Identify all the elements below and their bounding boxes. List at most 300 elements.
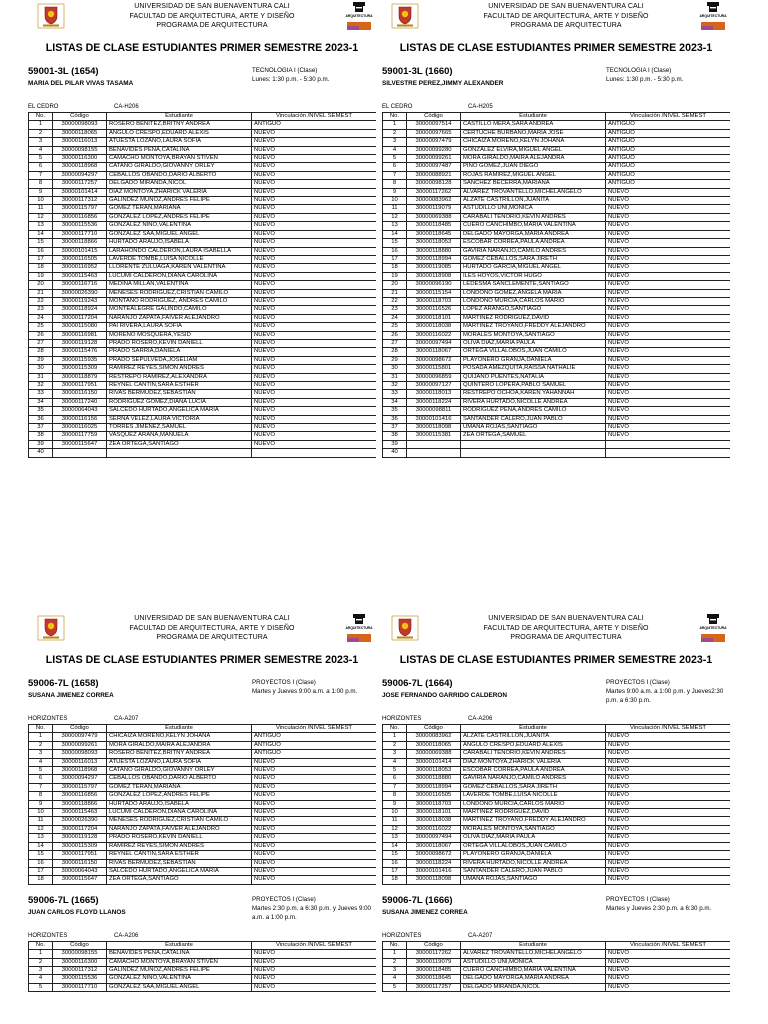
row-number: 23 xyxy=(383,306,407,314)
classroom: CA-A207 xyxy=(468,932,493,939)
row-number: 16 xyxy=(383,859,407,867)
student-code: 30000119085 xyxy=(407,264,461,272)
architecture-logo-icon xyxy=(344,612,374,644)
enrollment-status: NUEVO xyxy=(252,163,377,171)
row-number: 33 xyxy=(383,390,407,398)
row-number: 30 xyxy=(383,365,407,373)
student-code: 30000099261 xyxy=(407,155,461,163)
student-name: DELGADO MAYORGA,MARIA ANDREA xyxy=(461,230,606,238)
enrollment-status: NUEVO xyxy=(252,323,377,331)
row-number: 4 xyxy=(29,146,53,154)
student-name: GOMEZ CEBALLOS,SARA JIRETH xyxy=(461,783,606,791)
table-row xyxy=(29,733,377,741)
table-row xyxy=(29,255,377,263)
student-name: RIVAS BERMUDEZ,SEBASTIAN xyxy=(107,859,252,867)
enrollment-status: NUEVO xyxy=(252,373,377,381)
course-schedule: Martes y Jueves 2:30 p.m. a 6:30 p.m. xyxy=(606,904,712,912)
student-name: LUCUMI CALDERON,DIANA CAROLINA xyxy=(107,809,252,817)
enrollment-status: NUEVO xyxy=(606,390,731,398)
row-number: 21 xyxy=(29,289,53,297)
table-row xyxy=(29,792,377,800)
column-header: Código xyxy=(407,941,461,949)
table-row xyxy=(29,859,377,867)
row-number: 31 xyxy=(383,373,407,381)
table-row xyxy=(383,842,731,850)
enrollment-status: NUEVO xyxy=(252,348,377,356)
student-code: 30000116300 xyxy=(53,958,107,966)
table-row xyxy=(29,958,377,966)
student-name: GONZALEZ ELVIRA,MIGUEL ANGEL xyxy=(461,146,606,154)
group-info xyxy=(28,66,376,104)
student-name: DELGADO MIRANDA,NICOL xyxy=(107,180,252,188)
student-code: 30000118067 xyxy=(407,842,461,850)
university-line: UNIVERSIDAD DE SAN BUENAVENTURA CALI xyxy=(134,3,290,10)
student-name: SANTANDER CALERO,JUAN PABLO xyxy=(461,415,606,423)
enrollment-status: NUEVO xyxy=(606,424,731,432)
student-code: 30000119243 xyxy=(53,297,107,305)
row-number: 2 xyxy=(383,741,407,749)
table-row xyxy=(29,950,377,958)
enrollment-status: NUEVO xyxy=(606,758,731,766)
row-number: 10 xyxy=(29,197,53,205)
table-row xyxy=(383,281,731,289)
table-row xyxy=(383,983,731,991)
row-number: 3 xyxy=(29,966,53,974)
student-code: 30000097127 xyxy=(407,382,461,390)
table-row xyxy=(29,239,377,247)
location-row xyxy=(382,104,730,112)
row-number: 5 xyxy=(383,983,407,991)
student-name: DIAZ MONTOYA,ZHARICK VALERIA xyxy=(461,758,606,766)
row-number: 17 xyxy=(29,867,53,875)
campus-site: EL CEDRO xyxy=(382,104,413,110)
row-number: 3 xyxy=(383,138,407,146)
student-name: SALCEDO HURTADO,ANGELICA MARIA xyxy=(107,407,252,415)
student-code: 30000026390 xyxy=(53,289,107,297)
row-number: 5 xyxy=(383,155,407,163)
row-number: 7 xyxy=(383,171,407,179)
student-code: 30000116013 xyxy=(53,138,107,146)
course-info xyxy=(252,66,376,84)
enrollment-status: NUEVO xyxy=(606,825,731,833)
row-number: 13 xyxy=(383,222,407,230)
enrollment-status: NUEVO xyxy=(252,171,377,179)
architecture-logo-text: ARQUITECTURA xyxy=(345,14,373,18)
student-code: 30000118067 xyxy=(407,348,461,356)
enrollment-status: NUEVO xyxy=(606,432,731,440)
student-name: BENAVIDES PEÑA,CATALINA xyxy=(107,950,252,958)
enrollment-status: NUEVO xyxy=(252,382,377,390)
location-row xyxy=(382,716,730,724)
student-name: CHICAIZA MORENO,KELYN JOHANA xyxy=(461,138,606,146)
student-code: 30000094297 xyxy=(53,775,107,783)
group-code: 59006-7L (1666) xyxy=(382,894,453,906)
row-number: 21 xyxy=(383,289,407,297)
student-name: MENESES RODRIGUEZ,CRISTIAN CAMILO xyxy=(107,289,252,297)
row-number: 39 xyxy=(383,440,407,448)
table-row xyxy=(29,373,377,381)
table-row xyxy=(29,424,377,432)
student-name: REYNEL CANTIN,SARA ESTHER xyxy=(107,851,252,859)
student-code: 30000116300 xyxy=(53,155,107,163)
student-name: VASQUEZ ARANA,MANUELA xyxy=(107,432,252,440)
student-code: 30000118645 xyxy=(407,230,461,238)
enrollment-status: NUEVO xyxy=(252,792,377,800)
enrollment-status: NUEVO xyxy=(252,783,377,791)
student-name: OLIVA DIAZ,MARIA PAULA xyxy=(461,834,606,842)
table-row xyxy=(29,129,377,137)
student-name: MORALES MONTOYA,SANTIAGO xyxy=(461,331,606,339)
enrollment-status xyxy=(606,440,731,448)
student-name: OLIVA DIAZ,MARIA PAULA xyxy=(461,339,606,347)
university-line: FACULTAD DE ARQUITECTURA, ARTE Y DISEÑO xyxy=(129,624,295,632)
student-code: 30000118224 xyxy=(407,398,461,406)
table-row xyxy=(383,314,731,322)
group-info xyxy=(28,678,376,716)
table-header-row xyxy=(29,941,377,949)
enrollment-status: NUEVO xyxy=(252,432,377,440)
student-name: PINO GOMEZ,JUAN DIEGO xyxy=(461,163,606,171)
table-row xyxy=(383,867,731,875)
table-row xyxy=(29,222,377,230)
table-row xyxy=(29,440,377,448)
student-code: 30000098128 xyxy=(407,180,461,188)
row-number: 25 xyxy=(29,323,53,331)
student-code: 30000115080 xyxy=(53,323,107,331)
row-number: 2 xyxy=(29,958,53,966)
student-name: GALINDEZ MUÑOZ,ANDRES FELIPE xyxy=(107,197,252,205)
student-code: 30000118880 xyxy=(407,247,461,255)
row-number: 20 xyxy=(29,281,53,289)
university-header xyxy=(28,612,376,652)
student-name: NARANJO ZAPATA,FAIVER ALEJANDRO xyxy=(107,314,252,322)
column-header: No. xyxy=(383,725,407,733)
table-row xyxy=(383,339,731,347)
row-number: 38 xyxy=(29,432,53,440)
enrollment-status: NUEVO xyxy=(606,958,731,966)
enrollment-status: NUEVO xyxy=(606,339,731,347)
university-crest-icon xyxy=(391,3,419,29)
enrollment-status: NUEVO xyxy=(606,800,731,808)
table-row xyxy=(29,121,377,129)
student-name: DIAZ MONTOYA,ZHARICK VALERIA xyxy=(107,188,252,196)
student-name: DELGADO MIRANDA,NICOL xyxy=(461,983,606,991)
row-number: 1 xyxy=(29,121,53,129)
student-code: 30000118924 xyxy=(53,306,107,314)
table-row xyxy=(383,741,731,749)
row-number: 22 xyxy=(383,297,407,305)
row-number: 17 xyxy=(383,867,407,875)
location-row xyxy=(28,104,376,112)
student-name: PRADO SEPULVEDA,JOSELIAM xyxy=(107,356,252,364)
table-row xyxy=(29,407,377,415)
enrollment-status: NUEVO xyxy=(606,983,731,991)
student-code: 30000116505 xyxy=(407,792,461,800)
table-row xyxy=(383,767,731,775)
enrollment-status: NUEVO xyxy=(606,775,731,783)
enrollment-status: NUEVO xyxy=(252,138,377,146)
table-row xyxy=(383,121,731,129)
row-number: 5 xyxy=(29,767,53,775)
enrollment-status: NUEVO xyxy=(252,255,377,263)
student-code: 30000101416 xyxy=(407,415,461,423)
enrollment-status: NUEVO xyxy=(606,365,731,373)
university-line: PROGRAMA DE ARQUITECTURA xyxy=(156,634,268,642)
table-row xyxy=(29,809,377,817)
table-row xyxy=(383,876,731,884)
student-code: 30000116952 xyxy=(53,264,107,272)
row-number: 7 xyxy=(29,783,53,791)
student-name: GONZÁLEZ NIÑO,VALENTINA xyxy=(107,222,252,230)
student-code: 30000097487 xyxy=(407,163,461,171)
student-code: 30000096859 xyxy=(407,373,461,381)
table-row xyxy=(383,750,731,758)
row-number: 12 xyxy=(383,825,407,833)
university-name xyxy=(88,614,336,643)
table-row xyxy=(29,205,377,213)
university-header xyxy=(28,0,376,40)
university-line: UNIVERSIDAD DE SAN BUENAVENTURA CALI xyxy=(488,615,644,622)
student-code: 30000117257 xyxy=(407,983,461,991)
table-row xyxy=(29,415,377,423)
table-row xyxy=(29,155,377,163)
row-number: 6 xyxy=(29,163,53,171)
row-number: 20 xyxy=(383,281,407,289)
student-name: LONDOÑO GOMEZ,ANGELA MARIA xyxy=(461,289,606,297)
student-code: 30000115463 xyxy=(53,272,107,280)
enrollment-status: NUEVO xyxy=(252,867,377,875)
enrollment-status: NUEVO xyxy=(606,398,731,406)
campus-site: HORIZONTES xyxy=(28,716,68,722)
student-name: TORRES JIMENEZ,SAMUEL xyxy=(107,424,252,432)
enrollment-status: NUEVO xyxy=(252,197,377,205)
row-number: 7 xyxy=(29,171,53,179)
row-number: 30 xyxy=(29,365,53,373)
enrollment-status: NUEVO xyxy=(606,297,731,305)
campus-site: HORIZONTES xyxy=(382,716,422,722)
table-row xyxy=(29,230,377,238)
table-row xyxy=(383,424,731,432)
table-row xyxy=(29,767,377,775)
column-header: Código xyxy=(53,941,107,949)
table-row xyxy=(383,398,731,406)
column-header: Estudiante xyxy=(461,725,606,733)
table-row xyxy=(383,129,731,137)
row-number: 5 xyxy=(29,983,53,991)
enrollment-status: NUEVO xyxy=(252,247,377,255)
student-name: QUIJANO PUENTES,NATALIA xyxy=(461,373,606,381)
column-header: No. xyxy=(29,113,53,121)
student-name: ESCOBAR CORREA,PAULA ANDREA xyxy=(461,239,606,247)
student-name: ROJAS RAMIREZ,MIGUEL ANGEL xyxy=(461,171,606,179)
table-row xyxy=(383,239,731,247)
enrollment-status: NUEVO xyxy=(252,272,377,280)
student-code: 30000064043 xyxy=(53,867,107,875)
table-row xyxy=(383,222,731,230)
student-code: 30000115154 xyxy=(407,289,461,297)
teacher-name: JUAN CARLOS FLOYD LLANOS xyxy=(28,908,126,916)
table-row xyxy=(29,197,377,205)
student-name: GAVIRIA NARANJO,CAMILO ANDRES xyxy=(461,247,606,255)
student-code: 30000118866 xyxy=(53,239,107,247)
campus-site: EL CEDRO xyxy=(28,104,59,110)
student-code: 30000098155 xyxy=(53,950,107,958)
row-number: 4 xyxy=(383,975,407,983)
table-row xyxy=(383,306,731,314)
enrollment-status: NUEVO xyxy=(606,239,731,247)
enrollment-status: NUEVO xyxy=(606,834,731,842)
student-code: 30000069388 xyxy=(407,750,461,758)
student-code: 30000118485 xyxy=(407,966,461,974)
row-number: 23 xyxy=(29,306,53,314)
row-number: 14 xyxy=(383,842,407,850)
enrollment-status: NUEVO xyxy=(252,306,377,314)
student-name: LLORENTE ZULUAGA,KAREN VALENTINA xyxy=(107,264,252,272)
student-code: 30000099280 xyxy=(407,146,461,154)
student-name: MORALES MONTOYA,SANTIAGO xyxy=(461,825,606,833)
page-title: LISTAS DE CLASE ESTUDIANTES PRIMER SEMESTRE 2023-1 xyxy=(399,654,713,666)
enrollment-status: NUEVO xyxy=(252,775,377,783)
student-code: 30000116981 xyxy=(53,331,107,339)
row-number: 2 xyxy=(29,741,53,749)
student-name: MARTINEZ TROYANO,FREDDY ALEJANDRO xyxy=(461,323,606,331)
column-header: No. xyxy=(29,725,53,733)
row-number: 28 xyxy=(29,348,53,356)
table-row xyxy=(383,449,731,457)
table-row xyxy=(29,750,377,758)
university-name xyxy=(442,2,690,31)
row-number: 3 xyxy=(29,138,53,146)
student-code: 30000083962 xyxy=(407,733,461,741)
row-number: 6 xyxy=(383,775,407,783)
student-code: 30000116022 xyxy=(407,825,461,833)
student-name: RAMIREZ REYES,SIMON ANDRES xyxy=(107,842,252,850)
student-name: UMAÑA ROJAS,SANTIAGO xyxy=(461,876,606,884)
column-header: Código xyxy=(53,113,107,121)
enrollment-status xyxy=(606,449,731,457)
table-row xyxy=(29,449,377,457)
row-number: 27 xyxy=(383,339,407,347)
column-header: No. xyxy=(383,113,407,121)
table-row xyxy=(383,264,731,272)
student-code: 30000117257 xyxy=(53,180,107,188)
table-row xyxy=(29,348,377,356)
enrollment-status: NUEVO xyxy=(252,817,377,825)
student-name: GONZÁLEZ SAA,MIGUEL ANGEL xyxy=(107,230,252,238)
group-info xyxy=(382,66,730,104)
row-number: 5 xyxy=(29,155,53,163)
student-name: RESTREPO RAMIREZ,ALEXANDRA xyxy=(107,373,252,381)
enrollment-status: NUEVO xyxy=(606,750,731,758)
classroom: CA-A207 xyxy=(114,716,139,722)
student-code: 30000118880 xyxy=(407,775,461,783)
student-code: 30000118703 xyxy=(407,297,461,305)
student-name: GONZÁLEZ LOPEZ,ANDRES FELIPE xyxy=(107,213,252,221)
student-code: 30000119079 xyxy=(407,205,461,213)
table-row xyxy=(29,365,377,373)
student-name: GALINDEZ MUÑOZ,ANDRES FELIPE xyxy=(107,966,252,974)
student-name: GOMEZ TERAN,MARIANA xyxy=(107,205,252,213)
course-info xyxy=(606,678,730,705)
enrollment-status: NUEVO xyxy=(252,146,377,154)
student-code: 30000118065 xyxy=(53,129,107,137)
enrollment-status: NUEVO xyxy=(606,264,731,272)
student-name: RIVERA HURTADO,NICOLLE ANDREA xyxy=(461,859,606,867)
student-code: 30000117710 xyxy=(53,983,107,991)
student-name: SALCEDO HURTADO,ANGELICA MARIA xyxy=(107,867,252,875)
enrollment-status: ANTIGUO xyxy=(252,121,377,129)
enrollment-status: NUEVO xyxy=(252,356,377,364)
group-code: 59006-7L (1665) xyxy=(28,894,99,906)
student-code: 30000118968 xyxy=(53,767,107,775)
table-row xyxy=(383,171,731,179)
student-code: 30000118485 xyxy=(407,222,461,230)
student-name: CEBALLOS OBANDO,DARIO ALBERTO xyxy=(107,171,252,179)
student-name: CUERO CANCHIMBO,MARIA VALENTINA xyxy=(461,222,606,230)
student-name: ANGULO CRESPO,EDUARD ALEXIS xyxy=(107,129,252,137)
row-number: 14 xyxy=(29,230,53,238)
table-row xyxy=(383,373,731,381)
enrollment-status: NUEVO xyxy=(252,859,377,867)
enrollment-status: NUEVO xyxy=(606,415,731,423)
table-row xyxy=(383,272,731,280)
enrollment-status: NUEVO xyxy=(252,239,377,247)
university-line: PROGRAMA DE ARQUITECTURA xyxy=(156,22,268,30)
row-number: 17 xyxy=(29,255,53,263)
row-number: 12 xyxy=(29,213,53,221)
classroom: CA-A206 xyxy=(114,932,139,939)
row-number: 22 xyxy=(29,297,53,305)
student-code: 30000026390 xyxy=(53,817,107,825)
table-row xyxy=(383,138,731,146)
student-code: 30000117312 xyxy=(53,966,107,974)
enrollment-status: NUEVO xyxy=(252,842,377,850)
table-row xyxy=(383,415,731,423)
enrollment-status xyxy=(252,449,377,457)
student-name: CEBALLOS OBANDO,DARIO ALBERTO xyxy=(107,775,252,783)
row-number: 4 xyxy=(29,975,53,983)
student-code: 30000094297 xyxy=(53,171,107,179)
enrollment-status: ANTIGUO xyxy=(606,129,731,137)
row-number: 16 xyxy=(383,247,407,255)
row-number: 6 xyxy=(29,775,53,783)
row-number: 11 xyxy=(383,205,407,213)
table-row xyxy=(383,213,731,221)
student-code: 30000118866 xyxy=(53,800,107,808)
student-code: 30000115463 xyxy=(53,809,107,817)
student-code: 30000117204 xyxy=(53,825,107,833)
student-code: 30000115309 xyxy=(53,842,107,850)
student-name: GONZÁLEZ SAA,MIGUEL ANGEL xyxy=(107,983,252,991)
student-code: 30000118645 xyxy=(407,975,461,983)
course-schedule: Martes y Jueves 9:00 a.m. a 1:00 p.m. xyxy=(252,688,358,695)
course-schedule: Lunes: 1:30 p.m. - 5:30 p.m. xyxy=(252,76,330,83)
student-table xyxy=(382,941,730,992)
enrollment-status: NUEVO xyxy=(606,851,731,859)
student-name: HURTADO ARAUJO,ISABELA xyxy=(107,800,252,808)
table-row xyxy=(29,180,377,188)
row-number: 40 xyxy=(29,449,53,457)
table-row xyxy=(29,146,377,154)
student-code: 30000115536 xyxy=(53,975,107,983)
page-title: LISTAS DE CLASE ESTUDIANTES PRIMER SEMESTRE 2023-1 xyxy=(399,42,713,54)
table-row xyxy=(383,958,731,966)
table-row xyxy=(29,876,377,884)
student-name: PLAYONERO GRANJA,DANIELA xyxy=(461,356,606,364)
enrollment-status: NUEVO xyxy=(606,783,731,791)
row-number: 36 xyxy=(29,415,53,423)
student-name: MONTEALEGRE GALINDO,CAMILO xyxy=(107,306,252,314)
